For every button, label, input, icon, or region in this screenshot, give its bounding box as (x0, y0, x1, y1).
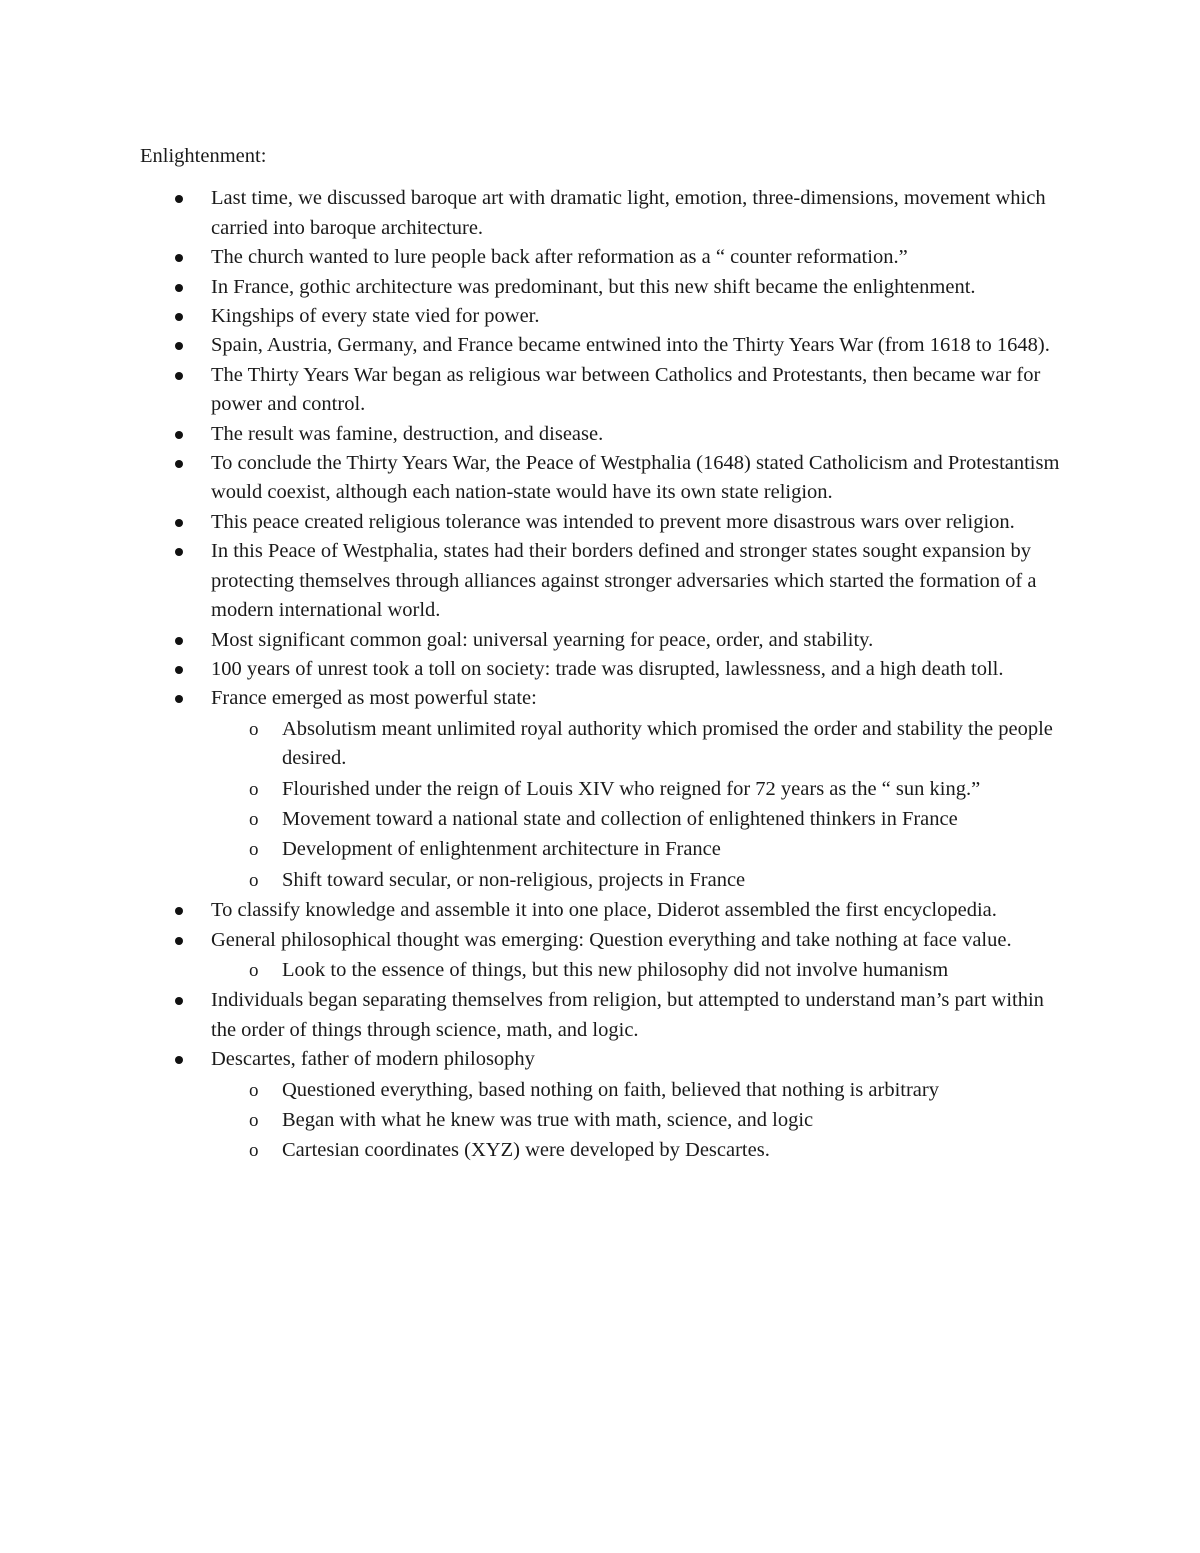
bullet-text: To conclude the Thirty Years War, the Peace of Westphalia (1648) stated Catholicism and Protestantism would coexist, although each nation-state would have its own state religion. (211, 452, 1060, 504)
bullet-text: In this Peace of Westphalia, states had their borders defined and stronger states sought expansion by protecting themselves through alliances against stronger adversaries which started the formation of a modern international world. (211, 540, 1037, 622)
bullet-dot-icon (175, 997, 183, 1005)
sub-bullet-text: Shift toward secular, or non-religious, projects in France (282, 868, 746, 891)
sub-bullet-text: Began with what he knew was true with math, science, and logic (282, 1109, 814, 1131)
bullet-dot-icon (175, 937, 183, 945)
bullet-item (140, 302, 1070, 331)
bullet-text: Descartes, father of modern philosophy (211, 1048, 535, 1071)
sub-bullet-text: Look to the essence of things, but this new philosophy did not involve humanism (282, 958, 949, 981)
bullet-item (140, 508, 1070, 537)
sub-bullet-text: Movement toward a national state and collection of enlightened thinkers in France (282, 807, 958, 830)
bullet-item (140, 1045, 1070, 1166)
bullet-item (140, 331, 1070, 360)
circle-bullet-icon: o (249, 959, 259, 981)
bullet-item (140, 449, 1070, 508)
bullet-item (140, 273, 1070, 302)
sub-bullet-item (211, 1076, 1070, 1105)
bullet-text: The Thirty Years War began as religious war between Catholics and Protestants, then became war for power and control. (211, 363, 1041, 416)
bullet-text: In France, gothic architecture was predominant, but this new shift became the enlightenment. (211, 275, 976, 298)
notes-content (140, 142, 1070, 1167)
bullet-dot-icon (175, 460, 183, 468)
sub-bullet-text: Flourished under the reign of Louis XIV who reigned for 72 years as the “ sun king.” (282, 777, 981, 800)
sub-bullet-item (211, 866, 1070, 895)
sub-bullet-text: Absolutism meant unlimited royal authority which promised the order and stability the people desired. (282, 717, 1053, 770)
sub-bullet-item (211, 956, 1070, 985)
bullet-text: General philosophical thought was emerging: Question everything and take nothing at face value. (211, 928, 1012, 951)
bullet-item (140, 986, 1070, 1045)
circle-bullet-icon: o (249, 1110, 259, 1131)
circle-bullet-icon: o (249, 1079, 259, 1101)
bullet-text: The result was famine, destruction, and disease. (211, 422, 604, 445)
bullet-dot-icon (175, 372, 183, 380)
bullet-dot-icon (175, 548, 183, 556)
bullet-dot-icon (175, 254, 183, 262)
circle-bullet-icon: o (249, 869, 259, 891)
sub-bullet-text: Development of enlightenment architecture in France (282, 838, 721, 861)
bullet-item (140, 655, 1070, 684)
bullet-dot-icon (175, 195, 183, 203)
sub-bullet-item (211, 1136, 1070, 1165)
circle-bullet-icon: o (249, 1140, 259, 1162)
bullet-item (140, 243, 1070, 272)
bullet-dot-icon (175, 695, 183, 703)
circle-bullet-icon: o (249, 778, 259, 800)
bullet-text: Kingships of every state vied for power. (211, 305, 540, 328)
bullet-dot-icon (175, 313, 183, 321)
bullet-list (140, 184, 1070, 1165)
bullet-dot-icon (175, 637, 183, 645)
bullet-text: France emerged as most powerful state: (211, 687, 537, 710)
bullet-item (140, 361, 1070, 420)
sub-bullet-item (211, 775, 1070, 804)
bullet-item (140, 684, 1070, 895)
bullet-dot-icon (175, 519, 183, 527)
bullet-dot-icon (175, 342, 183, 350)
sub-bullet-text: Questioned everything, based nothing on faith, believed that nothing is arbitrary (282, 1078, 939, 1101)
sub-bullet-item (211, 715, 1070, 774)
bullet-text: Spain, Austria, Germany, and France became entwined into the Thirty Years War (from 1618 to 1648). (211, 334, 1050, 357)
bullet-item (140, 896, 1070, 925)
circle-bullet-icon: o (249, 839, 259, 861)
bullet-dot-icon (175, 907, 183, 915)
bullet-text: 100 years of unrest took a toll on society: trade was disrupted, lawlessness, and a high death toll. (211, 657, 1004, 680)
sub-bullet-list (211, 1076, 1070, 1166)
bullet-text: The church wanted to lure people back after reformation as a “ counter reformation.” (211, 246, 908, 269)
bullet-item (140, 537, 1070, 625)
sub-bullet-text: Cartesian coordinates (XYZ) were developed by Descartes. (282, 1139, 770, 1162)
bullet-dot-icon (175, 666, 183, 674)
bullet-dot-icon (175, 431, 183, 439)
bullet-text: Individuals began separating themselves from religion, but attempted to understand man’s part within the order of things through science, math, and logic. (211, 989, 1044, 1041)
notes-heading: Enlightenment: (140, 145, 267, 167)
sub-bullet-item (211, 835, 1070, 864)
bullet-item (140, 626, 1070, 655)
sub-bullet-item (211, 1106, 1070, 1135)
sub-bullet-list (211, 956, 1070, 985)
bullet-text: Most significant common goal: universal yearning for peace, order, and stability. (211, 628, 874, 651)
circle-bullet-icon: o (249, 808, 259, 830)
bullet-text: This peace created religious tolerance was intended to prevent more disastrous wars over religion. (211, 510, 1015, 533)
bullet-dot-icon (175, 1056, 183, 1064)
bullet-dot-icon (175, 284, 183, 292)
bullet-text: To classify knowledge and assemble it into one place, Diderot assembled the first encyclopedia. (211, 899, 997, 922)
circle-bullet-icon: o (249, 718, 259, 740)
sub-bullet-list (211, 715, 1070, 895)
bullet-item (140, 420, 1070, 449)
bullet-item (140, 926, 1070, 986)
sub-bullet-item (211, 805, 1070, 834)
bullet-item (140, 184, 1070, 243)
bullet-text: Last time, we discussed baroque art with dramatic light, emotion, three-dimensions, movement which carried into baroque architecture. (211, 187, 1046, 239)
